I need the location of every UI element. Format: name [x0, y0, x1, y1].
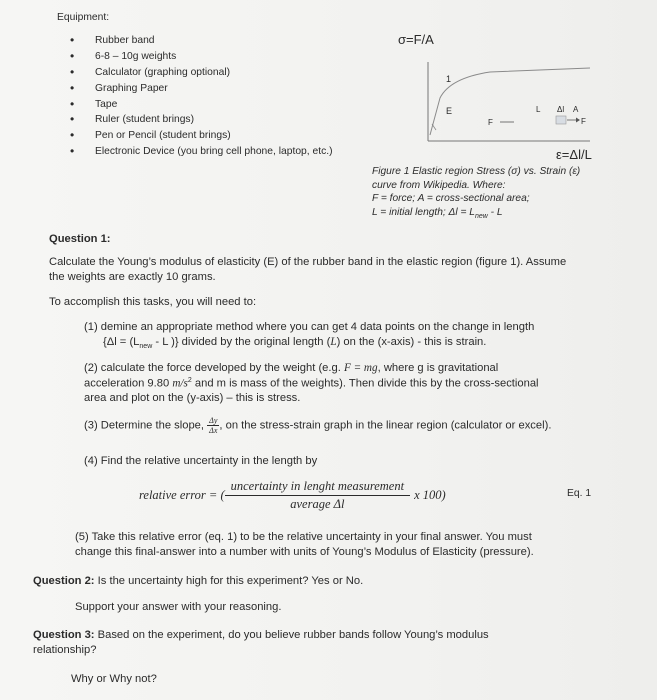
step-1-line-1: (1) demine an appropriate method where you can get 4 data points on the change in length: [84, 321, 535, 333]
q1-task-intro: To accomplish this tasks, you will need to:: [49, 296, 257, 308]
q1-intro-line-1: Calculate the Young’s modulus of elasticity (E) of the rubber band in the elastic region (figure 1). Assume: [49, 256, 567, 268]
step-3-line: (3) Determine the slope, $\frac{\Delta y}{\Delta x}$ , on the stress-strain graph in the linear region (calculator or excel).: [84, 416, 552, 435]
question-1-heading: Question 1:: [49, 233, 111, 245]
step-5-line-2: change this final-answer into a number with units of Young’s Modulus of Elasticity (pressure).: [75, 546, 534, 558]
question-3-why: Why or Why not?: [71, 673, 157, 685]
list-item: • Ruler (student brings): [70, 112, 195, 127]
figure-caption: Figure 1 Elastic region Stress (σ) vs. Strain (ε) curve from Wikipedia. Where: F = force; A = cross-sectional area; L = initial length; $\Delta l = L_{new} - L$: [372, 166, 581, 220]
specimen-block: [556, 116, 566, 124]
step-2-line-3: area and plot on the (y-axis) – this is stress.: [84, 392, 301, 404]
stress-formula: σ=F/A: [398, 32, 434, 47]
stress-strain-curve: [430, 68, 590, 135]
list-item: • Pen or Pencil (student brings): [70, 128, 231, 143]
list-item: • Rubber band: [70, 33, 155, 47]
equation-label: Eq. 1: [567, 488, 592, 499]
relative-error-equation: relative error = ( $\frac{\text{uncertainty in lenght measurement}}{\text{average Δl}}$ x 100): [139, 479, 446, 511]
step-4-line: (4) Find the relative uncertainty in the length by: [84, 455, 318, 467]
list-item: • 6-8 – 10g weights: [70, 48, 177, 63]
question-3-line-1: Question 3: Based on the experiment, do you believe rubber bands follow Young’s modulus: [33, 629, 489, 641]
step-5-line-1: (5) Take this relative error (eq. 1) to be the relative uncertainty in your final answer. You must: [75, 531, 532, 543]
question-2-line: Question 2: Is the uncertainty high for this experiment? Yes or No.: [33, 575, 364, 587]
strain-formula: ε=Δl/L: [556, 147, 592, 162]
list-item: • Electronic Device (you bring cell phone, laptop, etc.): [70, 144, 333, 159]
question-3-line-2: relationship?: [33, 644, 97, 656]
length-label: L: [536, 105, 541, 114]
list-item: • Calculator (graphing optional): [70, 64, 231, 79]
force-label-right: F: [581, 117, 586, 126]
delta-l-label: Δl: [557, 105, 565, 114]
area-label: A: [573, 105, 579, 114]
equipment-list: [70, 33, 333, 160]
question-2-heading: Question 2:: [33, 575, 95, 587]
question-2-support: Support your answer with your reasoning.: [75, 601, 282, 613]
step-2-line-1: (2) calculate the force developed by the weight (e.g. F = mg, where g is gravitational: [84, 362, 499, 374]
force-label-left: F: [488, 118, 493, 127]
equipment-heading: Equipment:: [57, 12, 110, 23]
stress-strain-figure: [380, 20, 630, 170]
list-item: • Graphing Paper: [70, 80, 168, 95]
point-label-1: 1: [446, 74, 452, 84]
question-3-heading: Question 3:: [33, 629, 95, 641]
elastic-label: E: [446, 106, 453, 116]
q1-intro-line-2: the weights are exactly 10 grams.: [49, 271, 216, 283]
step-1-line-2: {$\Delta l = (L_{new} - L$ )} divided by the original length (L) on the (x-axis) - this is strain.: [103, 336, 487, 351]
list-item: • Tape: [70, 96, 118, 111]
step-2-line-2: acceleration 9.80 $m/s^2$ and m is mass of the weights). Then divide this by the cross-sectional: [84, 377, 539, 390]
